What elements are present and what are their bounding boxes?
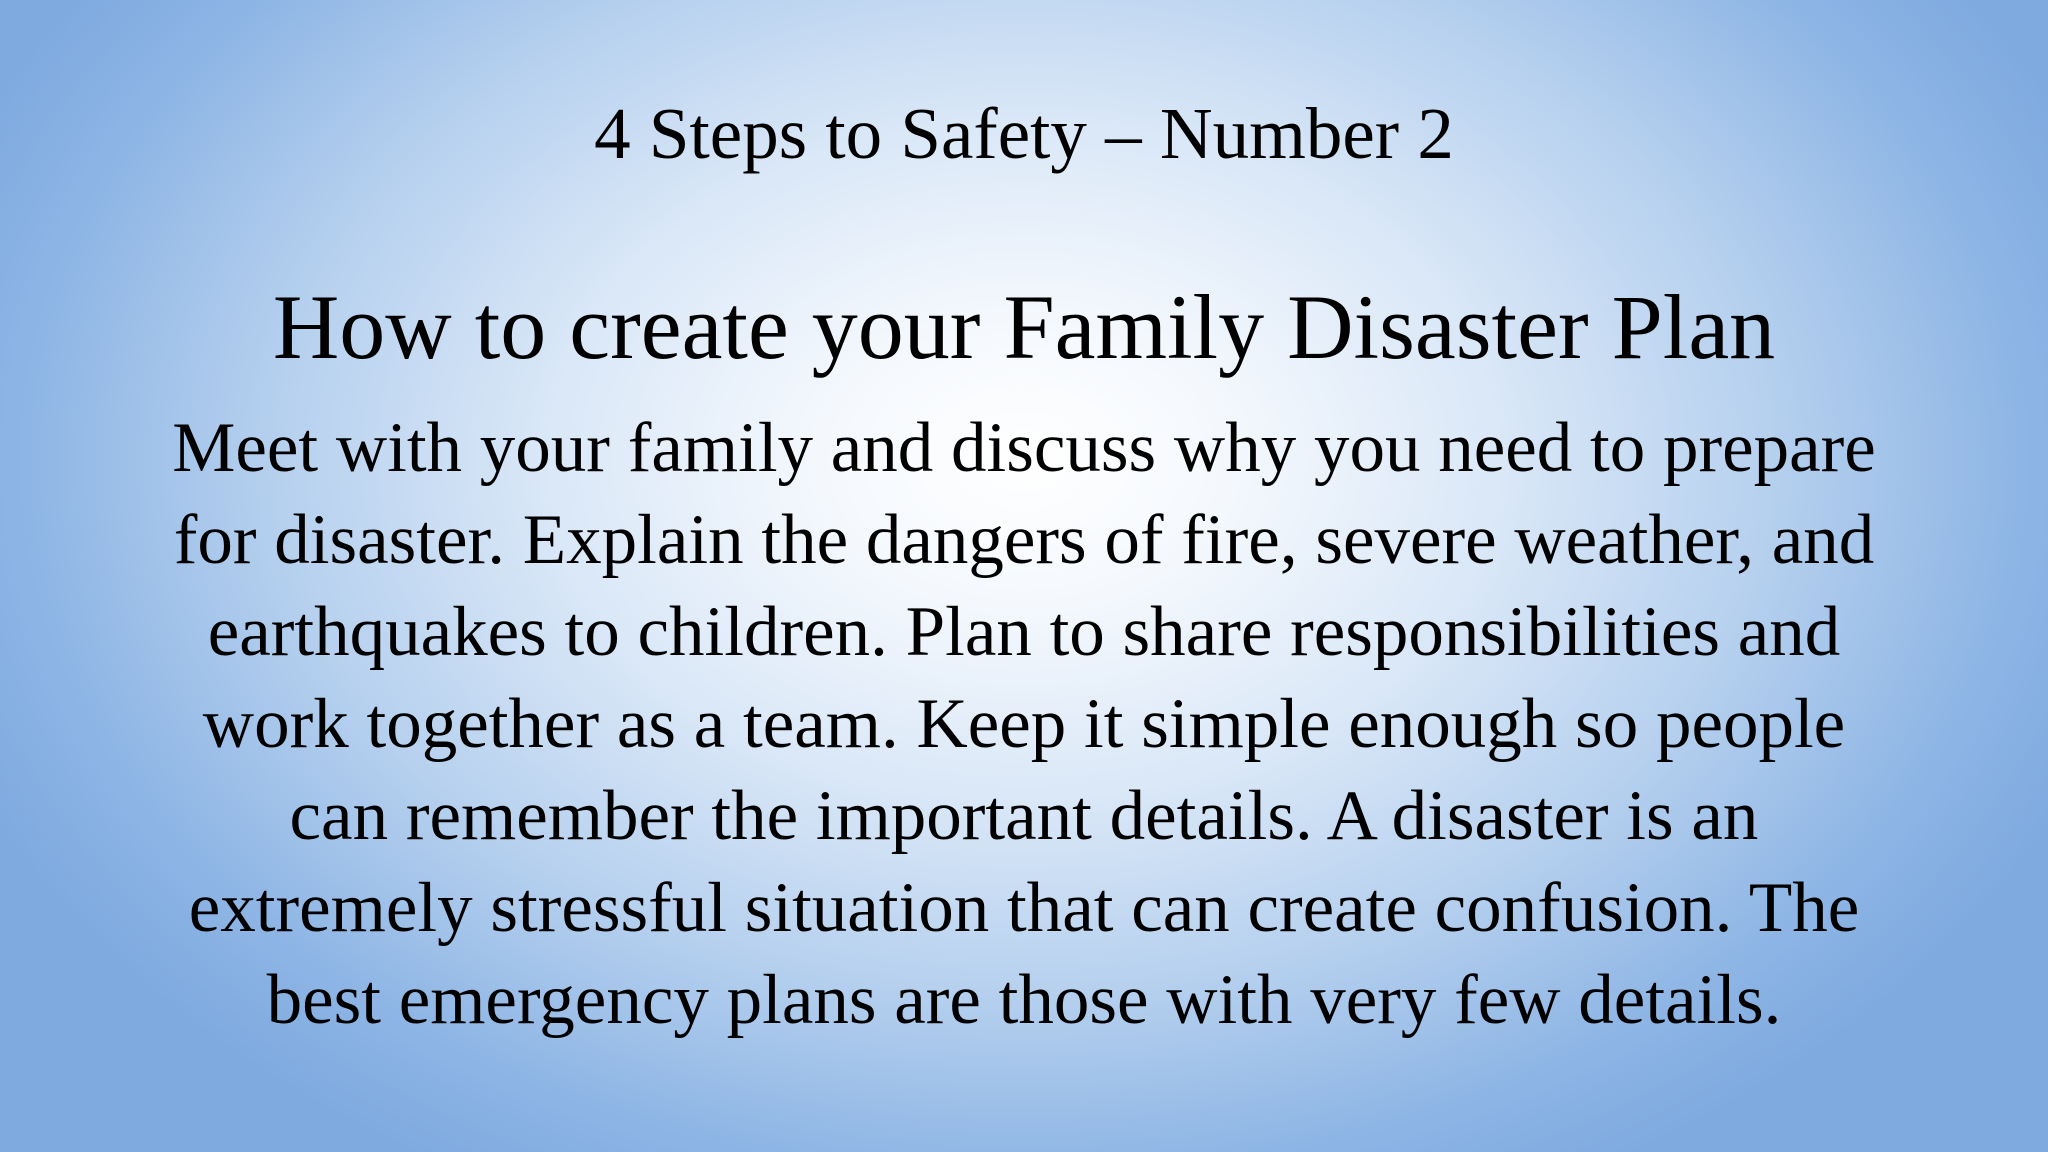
body-line: Meet with your family and discuss why you need to prepare xyxy=(172,409,1876,487)
body-line: earthquakes to children. Plan to share responsibilities and xyxy=(207,593,1841,671)
body-line: best emergency plans are those with very few details. xyxy=(266,961,1782,1039)
slide-subtitle: 4 Steps to Safety – Number 2 xyxy=(594,93,1454,174)
body-line: for disaster. Explain the dangers of fire, severe weather, and xyxy=(173,501,1875,579)
body-line: can remember the important details. A disaster is an xyxy=(289,777,1759,855)
body-line: work together as a team. Keep it simple enough so people xyxy=(202,685,1846,763)
body-text xyxy=(0,402,2048,1046)
slide-title: How to create your Family Disaster Plan xyxy=(272,276,1776,378)
body-line: extremely stressful situation that can create confusion. The xyxy=(188,869,1860,947)
